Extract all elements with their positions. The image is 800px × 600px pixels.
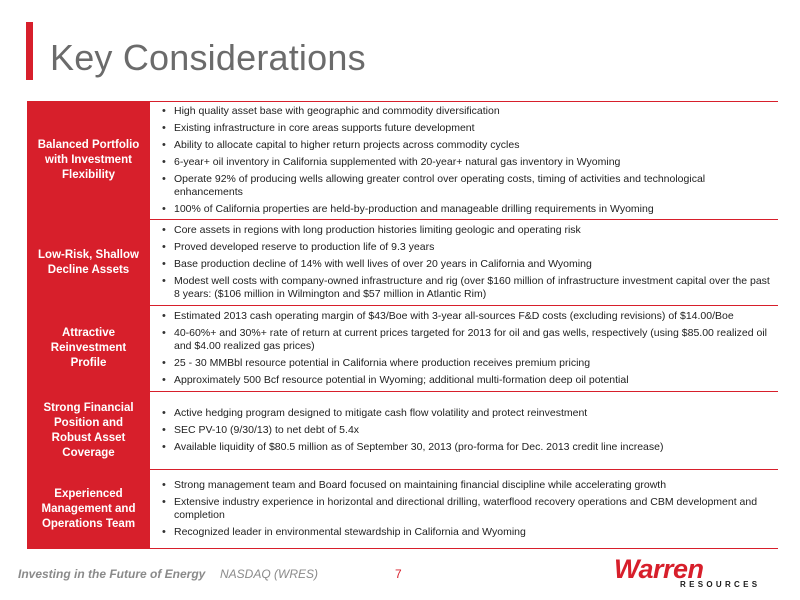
row-label: Balanced Portfolio with Investment Flexibility (27, 102, 150, 219)
bullet-list (160, 392, 772, 469)
footer-tagline: Investing in the Future of Energy (18, 567, 206, 581)
bullet-item: • Approximately 500 Bcf resource potential in Wyoming; additional multi-formation deep oil potential (160, 374, 772, 387)
row-label: Strong Financial Position and Robust Asset Coverage (27, 392, 150, 469)
bullet-item: • Extensive industry experience in horizontal and directional drilling, waterflood recovery operations and CBM development and completion (160, 496, 772, 522)
logo-wordmark: Warren (614, 554, 704, 584)
bullet-item: • High quality asset base with geographic and commodity diversification (160, 105, 772, 118)
bullet-item: • 40-60%+ and 30%+ rate of return at current prices targeted for 2013 for oil and gas wells, respectively (using $85.00 realized oil and $4.00 realized gas prices) (160, 327, 772, 353)
logo-subtitle: RESOURCES (680, 580, 761, 589)
table-row (27, 469, 778, 549)
bullet-list (160, 220, 772, 305)
bullet-item: • 6-year+ oil inventory in California supplemented with 20-year+ natural gas inventory in Wyoming (160, 156, 772, 169)
bullet-item: • Operate 92% of producing wells allowing greater control over operating costs, timing of activities and technological enhancements (160, 173, 772, 199)
table-row (27, 305, 778, 391)
title-accent-bar (26, 22, 33, 80)
table-row (27, 101, 778, 219)
bullet-list (160, 470, 772, 548)
row-label: Experienced Management and Operations Team (27, 470, 150, 548)
bullet-item: • Modest well costs with company-owned infrastructure and rig (over $160 million of infrastructure investment capital over the past 8 years: ($106 million in Wilmington and $57 million in Atlantic Rim) (160, 275, 772, 301)
bullet-item: • Recognized leader in environmental stewardship in California and Wyoming (160, 526, 772, 539)
bullet-item: • Strong management team and Board focused on maintaining financial discipline while accelerating growth (160, 479, 772, 492)
row-label: Attractive Reinvestment Profile (27, 306, 150, 391)
bullet-item: • Ability to allocate capital to higher return projects across commodity cycles (160, 139, 772, 152)
table-row (27, 219, 778, 305)
footer-ticker: NASDAQ (WRES) (220, 567, 319, 581)
bullet-item: • Active hedging program designed to mitigate cash flow volatility and protect reinvestment (160, 407, 772, 420)
table-row (27, 391, 778, 469)
bullet-item: • Existing infrastructure in core areas supports future development (160, 122, 772, 135)
bullet-item: • Proved developed reserve to production life of 9.3 years (160, 241, 772, 254)
company-logo (614, 554, 786, 592)
page-title: Key Considerations (50, 37, 366, 78)
bullet-item: • 25 - 30 MMBbl resource potential in California where production receives premium pricing (160, 357, 772, 370)
bullet-item: • SEC PV-10 (9/30/13) to net debt of 5.4x (160, 424, 772, 437)
row-label: Low-Risk, Shallow Decline Assets (27, 220, 150, 305)
bullet-item: • Core assets in regions with long production histories limiting geologic and operating risk (160, 224, 772, 237)
bullet-item: • Available liquidity of $80.5 million as of September 30, 2013 (pro-forma for Dec. 2013 credit line increase) (160, 441, 772, 454)
bullet-list (160, 102, 772, 219)
page-number: 7 (395, 567, 402, 581)
bullet-item: • Base production decline of 14% with well lives of over 20 years in California and Wyoming (160, 258, 772, 271)
bullet-list (160, 306, 772, 391)
bullet-item: • Estimated 2013 cash operating margin of $43/Boe with 3-year all-sources F&D costs (excluding revisions) of $14.00/Boe (160, 310, 772, 323)
bullet-item: • 100% of California properties are held-by-production and manageable drilling requirements in Wyoming (160, 203, 772, 216)
